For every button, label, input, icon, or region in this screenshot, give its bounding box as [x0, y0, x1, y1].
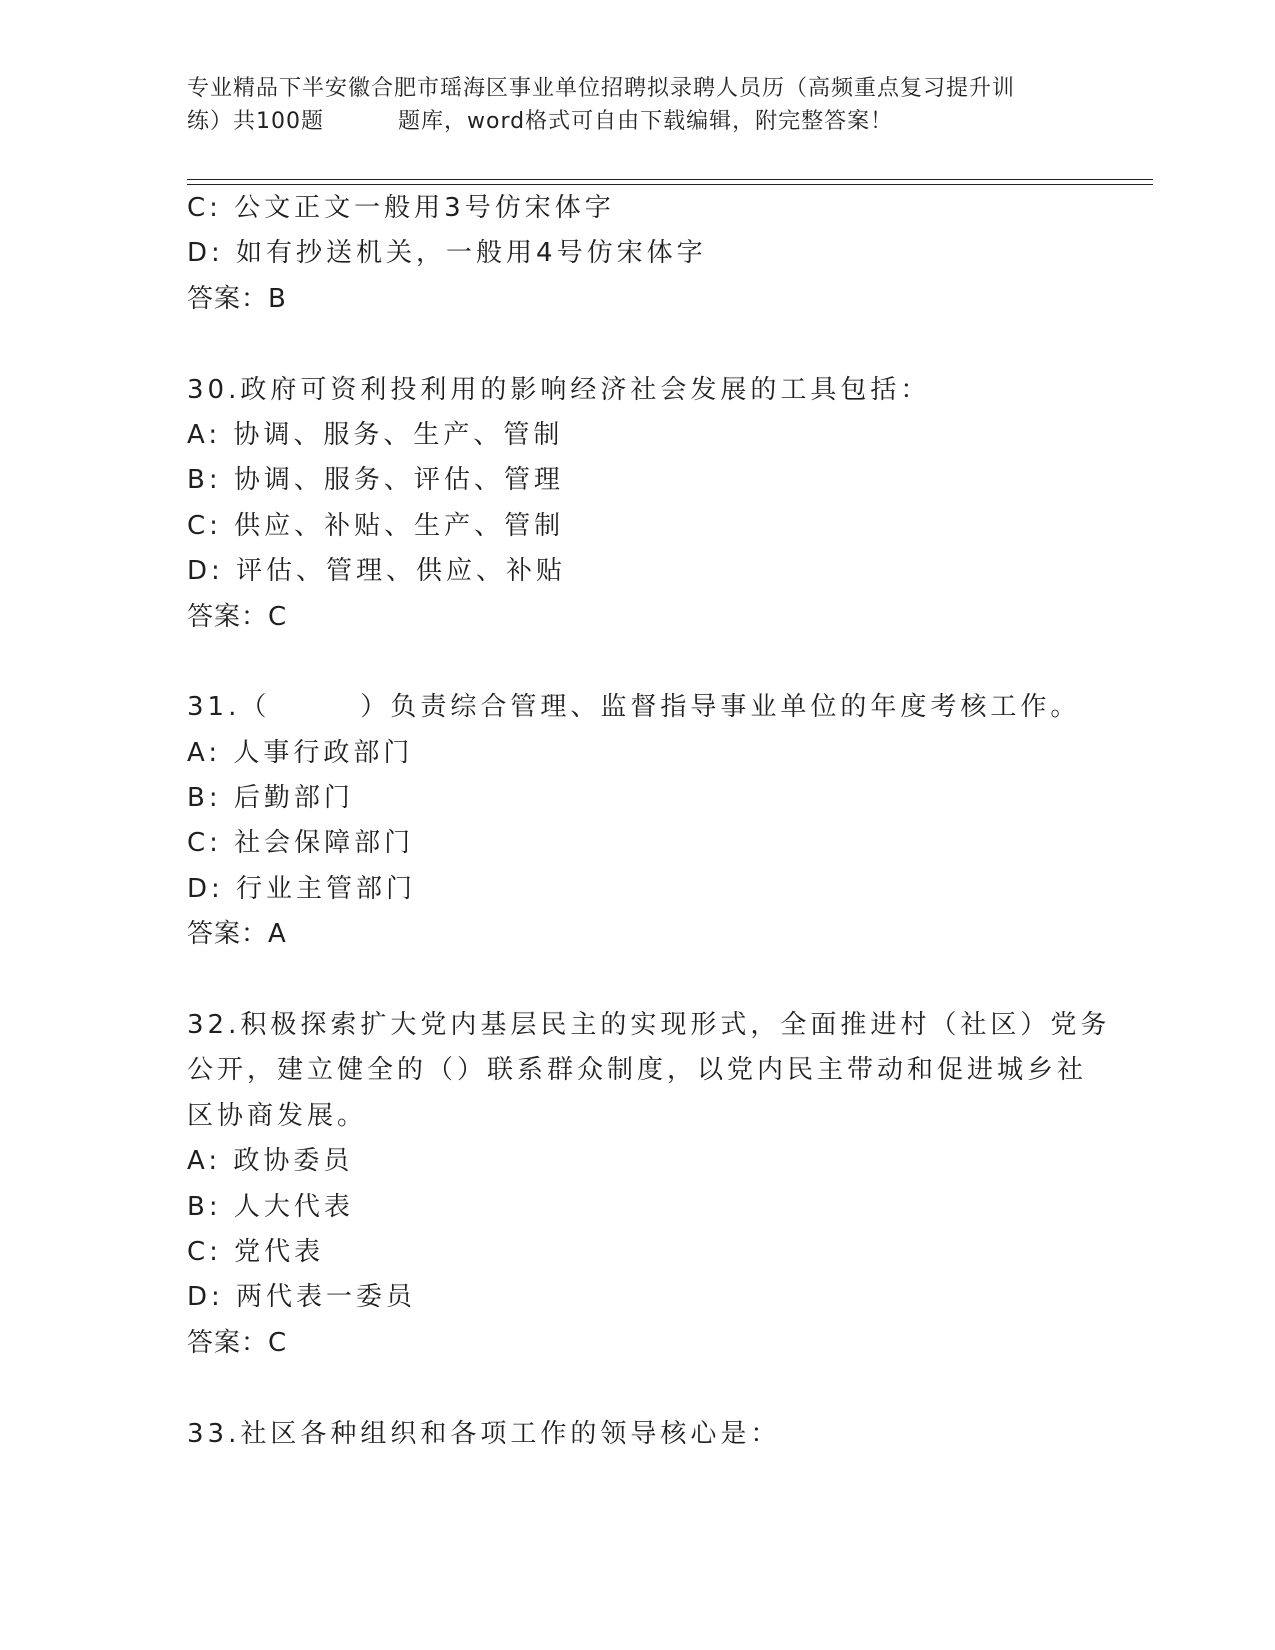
header-title-line-2: [187, 105, 1087, 138]
option-d: D: 行业主管部门: [187, 873, 417, 904]
question-stem-line-3: 区协商发展。: [187, 1100, 368, 1131]
option-a: A: 人事行政部门: [187, 737, 414, 768]
answer-line: 答案：C: [187, 1327, 288, 1358]
question-block-33: [187, 1412, 1087, 1457]
header-rule-bottom: [187, 184, 1153, 185]
question-block-prev: [187, 186, 1087, 322]
header-description: 题库，word格式可自由下载编辑，附完整答案！: [398, 109, 894, 134]
option-d: D: 如有抄送机关，一般用4号仿宋体字: [187, 238, 707, 269]
option-c: C: 公文正文一般用3号仿宋体字: [187, 193, 615, 223]
question-stem-line-1: 32.积极探索扩大党内基层民主的实现形式，全面推进村（社区）党务: [187, 1010, 1111, 1041]
question-block-32: [187, 1003, 1111, 1366]
question-stem-line-2: 公开，建立健全的（）联系群众制度，以党内民主带动和促进城乡社: [187, 1055, 1088, 1086]
option-a: A: 协调、服务、生产、管制: [187, 419, 564, 450]
header-count: 练）共100题: [187, 109, 324, 134]
option-b: B: 人大代表: [187, 1191, 354, 1222]
option-d: D: 评估、管理、供应、补贴: [187, 556, 567, 587]
question-stem: 30.政府可资利投利用的影响经济社会发展的工具包括：: [187, 374, 931, 405]
header-rule-top: [187, 179, 1153, 180]
question-block-30: [187, 368, 1087, 640]
option-c: C: 供应、补贴、生产、管制: [187, 510, 565, 541]
option-d: D: 两代表一委员: [187, 1282, 417, 1313]
question-stem: 33.社区各种组织和各项工作的领导核心是：: [187, 1418, 781, 1449]
question-list: [187, 186, 1111, 1457]
answer-line: 答案：A: [187, 919, 287, 950]
option-c: C: 党代表: [187, 1236, 325, 1267]
option-b: B: 协调、服务、评估、管理: [187, 465, 564, 496]
header-title-line-1: 专业精品下半安徽合肥市瑶海区事业单位招聘拟录聘人员历（高频重点复习提升训: [187, 76, 1016, 101]
option-c: C: 社会保障部门: [187, 828, 415, 859]
answer-line: 答案：C: [187, 601, 288, 632]
question-block-31: [187, 685, 1087, 957]
answer-line: 答案：B: [187, 283, 287, 314]
question-stem: 31.（ ）负责综合管理、监督指导事业单位的年度考核工作。: [187, 692, 1081, 723]
page-header: [187, 72, 1087, 138]
option-a: A: 政协委员: [187, 1146, 354, 1177]
option-b: B: 后勤部门: [187, 783, 354, 814]
